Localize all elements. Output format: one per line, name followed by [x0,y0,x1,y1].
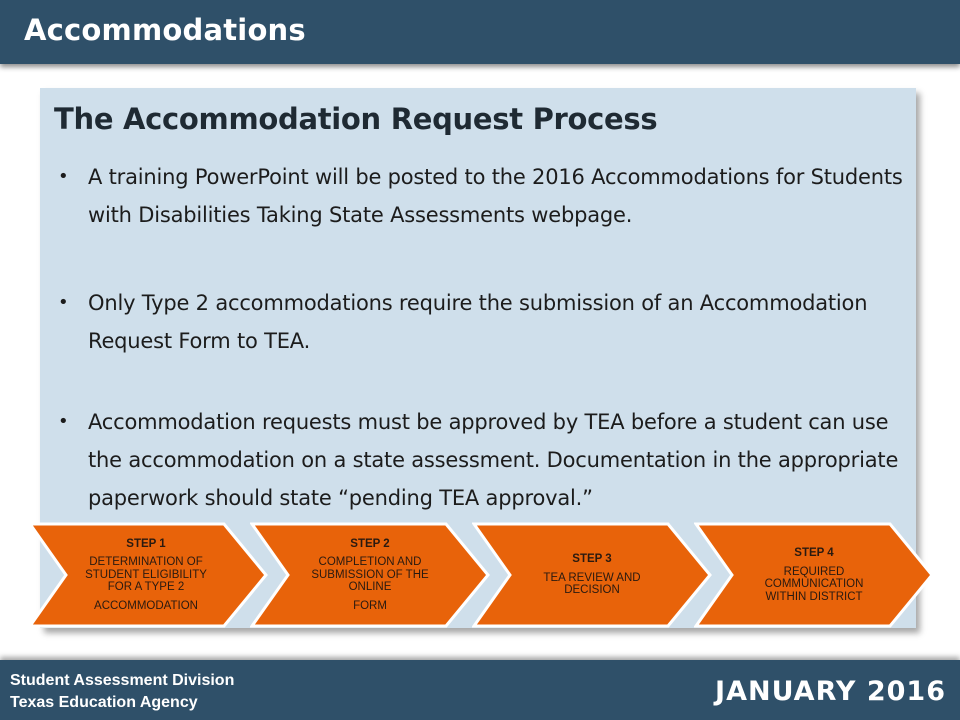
bullet-icon: • [58,292,69,313]
step-3-label: STEP 3 [572,553,612,566]
section-title: The Accommodation Request Process [54,102,658,136]
step-3-line: TEA REVIEW AND [543,571,641,584]
step-3-chevron [472,520,712,630]
step-4-line: COMMUNICATION [764,578,864,590]
step-3-text [512,520,672,630]
bullet-icon: • [58,166,69,187]
step-4-label: STEP 4 [794,547,834,559]
step-1-label: STEP 1 [126,537,166,550]
agency-name: Texas Education Agency [10,694,198,711]
step-1-line: DETERMINATION OF [89,556,203,569]
step-2-text [290,520,450,630]
slide-footer [0,660,960,720]
step-4-chevron [694,520,934,630]
bullet-icon: • [58,411,69,432]
step-1-text [66,520,226,630]
step-2-line: SUBMISSION OF THE [311,568,429,581]
step-1-chevron [28,520,268,630]
bullet-text: Only Type 2 accommodations require the submission of an Accommodation Request Form to TEA. [88,291,868,353]
step-1-line: ACCOMMODATION [94,599,198,612]
step-1-line: STUDENT ELIGIBILITY [85,568,207,581]
bullet-text: A training PowerPoint will be posted to the 2016 Accommodations for Students with Disabilities Taking State Assessments webpage. [88,165,903,227]
step-1-line: FOR A TYPE 2 [107,581,185,594]
step-2-line: COMPLETION AND [318,556,422,569]
bullet-text: Accommodation requests must be approved by TEA before a student can use the accommodation on a state assessment. Documentation in the appropriate paperwork should state “pending TEA approval.” [88,410,899,510]
organization-name [10,670,234,714]
step-2-label: STEP 2 [350,537,390,550]
step-4-text [734,520,894,630]
step-3-line: DECISION [564,584,620,597]
step-4-line: WITHIN DISTRICT [765,590,863,603]
presentation-date: JANUARY 2016 [715,676,946,707]
step-2-chevron [250,520,490,630]
step-4-line: REQUIRED [783,565,845,578]
slide-title: Accommodations [24,13,306,47]
step-2-line: ONLINE [348,581,392,594]
step-2-line: FORM [353,599,387,612]
division-name: Student Assessment Division [10,672,235,689]
slide-header [0,0,960,64]
process-steps [28,520,938,630]
